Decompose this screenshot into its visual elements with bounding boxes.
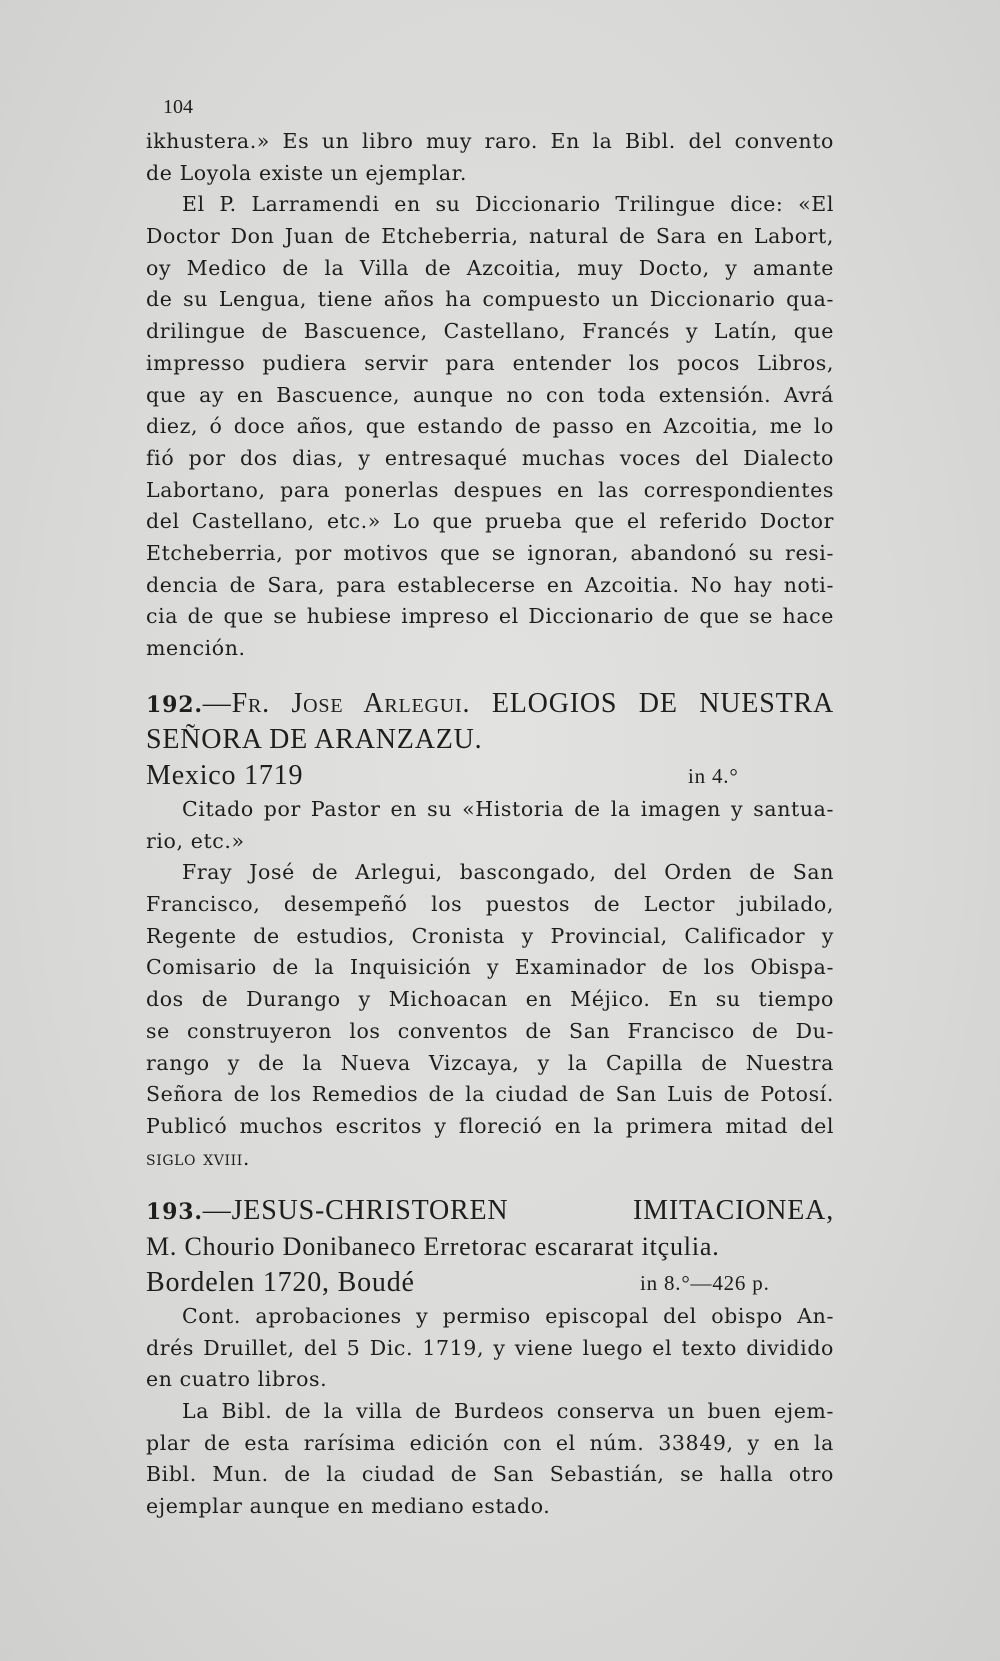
text-line: drés Druillet, del 5 Dic. 1719, y viene luego el texto dividido xyxy=(146,1335,834,1360)
entry-192 xyxy=(146,686,834,1174)
imprint-place-year: Mexico 1719 xyxy=(146,760,304,791)
text-line: Etcheberria, por motivos que se ignoran, abandonó su resi- xyxy=(146,540,834,565)
text-line: Citado por Pastor en su «Historia de la imagen y santua- xyxy=(182,797,834,821)
text-line: se construyeron los conventos de San Francisco de Du- xyxy=(146,1018,834,1043)
text-line: oy Medico de la Villa de Azcoitia, muy Docto, y amante xyxy=(146,255,834,280)
text-line: Doctor Don Juan de Etcheberria, natural de Sara en Labort, xyxy=(146,224,834,249)
text-line: La Bibl. de la villa de Burdeos conserva un buen ejem- xyxy=(182,1399,834,1424)
entry-dash: — xyxy=(202,688,232,719)
text-line: rango y de la Nueva Vizcaya, y la Capilla de Nuestra xyxy=(146,1050,834,1075)
text-line: dencia de Sara, para establecerse en Azcoitia. No hay noti- xyxy=(146,572,834,597)
text-line: Señora de los Remedios de la ciudad de San Luis de Potosí. xyxy=(146,1082,834,1107)
text-line: en cuatro libros. xyxy=(146,1367,328,1392)
text-line: Publicó muchos escritos y floreció en la primera mitad del xyxy=(146,1113,834,1138)
text-line: Comisario de la Inquisición y Examinador de los Obispa- xyxy=(146,955,834,980)
entry-imprint xyxy=(146,758,834,794)
entry-title-continued: SEÑORA DE ARANZAZU. xyxy=(146,724,483,755)
text-line: cia de que se hubiese impreso el Diccionario de que se hace xyxy=(146,604,834,629)
entry-title-continued: M. Chourio Donibaneco Erretorac escararat itçulia. xyxy=(146,1232,720,1261)
text-line: impresso pudiera servir para entender los pocos Libros, xyxy=(146,350,834,375)
imprint-place-year: Bordelen 1720, Boudé xyxy=(146,1267,415,1298)
entry-heading xyxy=(146,686,834,722)
text-line: Francisco, desempeñó los puestos de Lector jubilado, xyxy=(146,892,834,917)
entry-193 xyxy=(146,1193,834,1523)
text-line: Regente de estudios, Cronista y Provincial, Calificador y xyxy=(146,923,834,948)
text-line: de Loyola existe un ejemplar. xyxy=(146,160,467,185)
text-line: que ay en Bascuence, aunque no con toda extensión. Avrá xyxy=(146,382,834,407)
text-line: mención. xyxy=(146,636,246,660)
text-line: fió por dos dias, y entresaqué muchas voces del Dialecto xyxy=(146,445,834,470)
entry-author: Fr. Jose Arlegui. xyxy=(231,688,471,719)
text-line: Fray José de Arlegui, bascongado, del Orden de San xyxy=(182,860,834,885)
entry-title: JESUS-CHRISTOREN IMITACIONEA, xyxy=(231,1195,834,1226)
text-line: diez, ó doce años, que estando de passo en Azcoitia, me lo xyxy=(146,414,834,439)
text-line: del Castellano, etc.» Lo que prueba que el referido Doctor xyxy=(146,509,834,534)
text-line: Labortano, para ponerlas despues en las correspondientes xyxy=(146,477,834,502)
text-line: dos de Durango y Michoacan en Méjico. En su tiempo xyxy=(146,987,834,1012)
page-number: 104 xyxy=(163,96,193,118)
text-line: ikhustera.» Es un libro muy raro. En la Bibl. del convento xyxy=(146,129,834,153)
text-line: siglo xviii. xyxy=(146,1145,250,1170)
imprint-format: in 4.° xyxy=(688,764,739,788)
entry-heading xyxy=(146,1193,834,1229)
text-line: rio, etc.» xyxy=(146,828,245,853)
text-line: de su Lengua, tiene años ha compuesto un Diccionario qua- xyxy=(146,287,834,312)
entry-dash: — xyxy=(202,1195,232,1226)
intro-text xyxy=(146,126,834,665)
entry-number: 192. xyxy=(146,692,203,718)
imprint-format: in 8.°—426 p. xyxy=(640,1271,770,1295)
entry-number: 193. xyxy=(146,1199,203,1225)
text-line: El P. Larramendi en su Diccionario Trilingue dice: «El xyxy=(182,192,834,217)
entry-imprint xyxy=(146,1265,834,1301)
text-line: ejemplar aunque en mediano estado. xyxy=(146,1494,551,1519)
text-line: plar de esta rarísima edición con el núm. 33849, y en la xyxy=(146,1430,834,1455)
text-line: Bibl. Mun. de la ciudad de San Sebastián, se halla otro xyxy=(146,1462,834,1487)
text-line: drilingue de Bascuence, Castellano, Francés y Latín, que xyxy=(146,319,834,344)
text-line: Cont. aprobaciones y permiso episcopal del obispo An- xyxy=(182,1304,834,1328)
entry-title: ELOGIOS DE NUESTRA xyxy=(491,688,834,719)
